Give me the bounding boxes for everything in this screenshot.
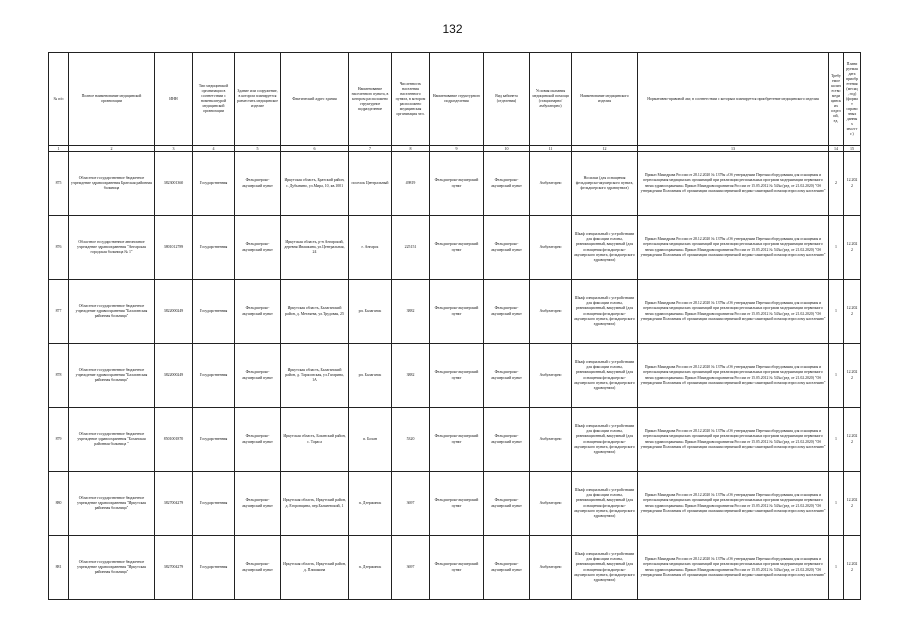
care-conditions-cell: Амбулаторно [530,344,572,408]
population-cell: 3882 [392,344,430,408]
purchase-date-cell: 12.2022 [844,472,861,536]
purchase-date-cell: 12.2022 [844,216,861,280]
inn-cell: 3822000249 [155,344,193,408]
settlement-cell: п. Бохан [349,408,392,472]
header-cell: № п/п [49,53,69,146]
legal-act-cell: Приказ Минздрава России от 28.12.2020 № 1379н «Об утверждении Перечня оборудования для оснащения и переоснащения медицинских организаций при реализации региональных программ модернизации первичного звена здравоохранения» Приказ Минздравсоцразвития России от 15.05.2012 № 543н (ред. от 21.02.2020) "Об утверждении Положения об организации оказания первичной медико-санитарной помощи взрослому населению" [638,472,829,536]
column-number: 14 [829,146,844,152]
organization-type-cell: Государственная [193,152,235,216]
header-cell: Вид кабинета (отделения) [484,53,530,146]
legal-act-cell: Приказ Минздрава России от 28.12.2020 № 1379н «Об утверждении Перечня оборудования для оснащения и переоснащения медицинских организаций при реализации региональных программ модернизации первичного звена здравоохранения» Приказ Минздравсоцразвития России от 15.05.2012 № 543н (ред. от 21.02.2020) "Об утверждении Положения об организации оказания первичной медико-санитарной помощи взрослому населению" [638,344,829,408]
care-conditions-cell: Амбулаторно [530,152,572,216]
building-cell: Фельдшерско-акушерский пункт [235,408,281,472]
cabinet-type-cell: Фельдшерско-акушерский пункт [484,216,530,280]
care-conditions-cell: Амбулаторно [530,280,572,344]
inn-cell: 3801012789 [155,216,193,280]
header-row [49,53,861,146]
table-row [49,152,861,216]
row-number-cell: 881 [49,536,69,600]
inn-cell: 3827004279 [155,536,193,600]
settlement-cell: п. Дзержинск [349,536,392,600]
organization-name-cell: Областное государственное бюджетное учреждение здравоохранения "Балаганская районная больница" [69,344,155,408]
column-number: 10 [484,146,530,152]
quantity-cell: 1 [829,536,844,600]
structural-unit-cell: Фельдшерско-акушерский пункт [430,152,484,216]
column-number: 3 [155,146,193,152]
building-cell: Фельдшерско-акушерский пункт [235,152,281,216]
column-number: 13 [638,146,829,152]
legal-act-cell: Приказ Минздрава России от 28.12.2020 № 1379н «Об утверждении Перечня оборудования для оснащения и переоснащения медицинских организаций при реализации региональных программ модернизации первичного звена здравоохранения» Приказ Минздравсоцразвития России от 15.05.2012 № 543н (ред. от 21.02.2020) "Об утверждении Положения об организации оказания первичной медико-санитарной помощи взрослому населению" [638,408,829,472]
organization-name-cell: Областное государственное бюджетное учреждение здравоохранения "Иркутская районная больница" [69,472,155,536]
table-row [49,344,861,408]
settlement-cell: п. Дзержинск [349,472,392,536]
header-cell: Нормативно-правовой акт, в соответствии с которым планируется приобретение медицинского изделия [638,53,829,146]
organization-name-cell: Областное государственное бюджетное учреждение здравоохранения Братская районная больница [69,152,155,216]
cabinet-type-cell: Фельдшерско-акушерский пункт [484,472,530,536]
medical-device-cell: Шкаф специальный с устройствами для фиксации головы, реанимационный, вакуумный (для оснащения фельдшерско-акушерского пункта, фельдшерского здравпункта) [572,472,638,536]
inn-cell: 3827004279 [155,472,193,536]
header-cell: Требуемое количество медицинских изделий, ед. [829,53,844,146]
settlement-cell: г. Ангарск [349,216,392,280]
cabinet-type-cell: Фельдшерско-акушерский пункт [484,536,530,600]
purchase-date-cell: 12.2022 [844,408,861,472]
actual-address-cell: Иркутская область, Братский район, с. Дубынино, ул.Мира, 10, кв.1001 [281,152,349,216]
care-conditions-cell: Амбулаторно [530,472,572,536]
column-number: 7 [349,146,392,152]
inn-cell: 3822000249 [155,280,193,344]
population-cell: 3697 [392,472,430,536]
medical-device-cell: Шкаф специальный с устройствами для фиксации головы, реанимационный, вакуумный (для оснащения фельдшерско-акушерского пункта, фельдшерского здравпункта) [572,344,638,408]
table-row [49,408,861,472]
organization-type-cell: Государственная [193,216,235,280]
organization-type-cell: Государственная [193,472,235,536]
population-cell: 49819 [392,152,430,216]
header-cell: ИНН [155,53,193,146]
row-number-cell: 877 [49,280,69,344]
actual-address-cell: Иркутская область, Иркутский район, д. Егоровщина, пер.Бальневский, 1 [281,472,349,536]
settlement-cell: рп. Балаганск [349,280,392,344]
page-number: 132 [442,22,463,36]
inn-cell: 8501001870 [155,408,193,472]
equipment-register-table [48,52,861,600]
organization-name-cell: Областное государственное бюджетное учреждение здравоохранения "Боханская районная больница " [69,408,155,472]
population-cell: 3882 [392,280,430,344]
actual-address-cell: Иркутская область, р-н Ангарский, деревня Ивашкина, ул.Центральная, 24 [281,216,349,280]
row-number-cell: 875 [49,152,69,216]
settlement-cell: поселок Центральный [349,152,392,216]
header-cell: Полное наименование медицинской организации [69,53,155,146]
structural-unit-cell: Фельдшерско-акушерский пункт [430,536,484,600]
cabinet-type-cell: Фельдшерско-акушерский пункт [484,408,530,472]
legal-act-cell: Приказ Минздрава России от 28.12.2020 № 1379н «Об утверждении Перечня оборудования для оснащения и переоснащения медицинских организаций при реализации региональных программ модернизации первичного звена здравоохранения» Приказ Минздравсоцразвития России от 15.05.2012 № 543н (ред. от 21.02.2020) "Об утверждении Положения об организации оказания первичной медико-санитарной помощи взрослому населению" [638,216,829,280]
organization-name-cell: Областное государственное автономное учреждение здравоохранения "Ангарская городская больница № 1" [69,216,155,280]
building-cell: Фельдшерско-акушерский пункт [235,216,281,280]
medical-device-cell: Шкаф специальный с устройствами для фиксации головы, реанимационный, вакуумный (для оснащения фельдшерско-акушерского пункта, фельдшерского здравпункта) [572,408,638,472]
structural-unit-cell: Фельдшерско-акушерский пункт [430,280,484,344]
column-number: 5 [235,146,281,152]
legal-act-cell: Приказ Минздрава России от 28.12.2020 № 1379н «Об утверждении Перечня оборудования для оснащения и переоснащения медицинских организаций при реализации региональных программ модернизации первичного звена здравоохранения» Приказ Минздравсоцразвития России от 15.05.2012 № 543н (ред. от 21.02.2020) "Об утверждении Положения об организации оказания первичной медико-санитарной помощи взрослому населению" [638,536,829,600]
row-number-cell: 879 [49,408,69,472]
organization-type-cell: Государственная [193,408,235,472]
actual-address-cell: Иркутская область, Балаганский район, д. Метляева, ул.Трудовая, 25 [281,280,349,344]
header-cell: Здание или сооружение, в котором планируется разместить медицинское изделие [235,53,281,146]
organization-type-cell: Государственная [193,280,235,344]
organization-type-cell: Государственная [193,344,235,408]
header-cell: Тип медицинской организации в соответствии с номенклатурой медицинской организации [193,53,235,146]
table-row [49,216,861,280]
table-body [49,152,861,600]
cabinet-type-cell: Фельдшерско-акушерский пункт [484,152,530,216]
row-number-cell: 878 [49,344,69,408]
actual-address-cell: Иркутская область, Иркутский район, д. Плишкина [281,536,349,600]
column-number: 1 [49,146,69,152]
quantity-cell: 1 [829,216,844,280]
row-number-cell: 880 [49,472,69,536]
purchase-date-cell: 12.2022 [844,280,861,344]
header-cell: Планируемая дата приобретения (месяц, год) (формат справочных данных мм.гггг.) [844,53,861,146]
care-conditions-cell: Амбулаторно [530,536,572,600]
organization-type-cell: Государственная [193,536,235,600]
purchase-date-cell: 12.2022 [844,344,861,408]
organization-name-cell: Областное государственное бюджетное учреждение здравоохранения "Балаганская районная больница" [69,280,155,344]
care-conditions-cell: Амбулаторно [530,408,572,472]
column-number: 12 [572,146,638,152]
building-cell: Фельдшерско-акушерский пункт [235,344,281,408]
table-row [49,472,861,536]
purchase-date-cell: 12.2022 [844,152,861,216]
legal-act-cell: Приказ Минздрава России от 28.12.2020 № 1379н «Об утверждении Перечня оборудования для оснащения и переоснащения медицинских организаций при реализации региональных программ модернизации первичного звена здравоохранения» Приказ Минздравсоцразвития России от 15.05.2012 № 543н (ред. от 21.02.2020) "Об утверждении Положения об организации оказания первичной медико-санитарной помощи взрослому населению" [638,152,829,216]
column-number: 6 [281,146,349,152]
header-cell: Наименование населенного пункта, в котором расположено структурное подразделение [349,53,392,146]
care-conditions-cell: Амбулаторно [530,216,572,280]
header-cell: Численность населения населенного пункта, в котором расположено медицинская организация чел. [392,53,430,146]
population-cell: 3697 [392,536,430,600]
table-row [49,280,861,344]
row-number-cell: 876 [49,216,69,280]
building-cell: Фельдшерско-акушерский пункт [235,472,281,536]
structural-unit-cell: Фельдшерско-акушерский пункт [430,216,484,280]
building-cell: Фельдшерско-акушерский пункт [235,280,281,344]
actual-address-cell: Иркутская область, Балаганский район, д. Тарасовская, ул.Гагарина, 1А [281,344,349,408]
table-row [49,536,861,600]
header-cell: Фактический адрес здания [281,53,349,146]
column-number: 9 [430,146,484,152]
medical-device-cell: Носилки (для оснащения фельдшерско-акушерского пункта, фельдшерского здравпункта) [572,152,638,216]
cabinet-type-cell: Фельдшерско-акушерский пункт [484,280,530,344]
column-number: 4 [193,146,235,152]
quantity-cell: 1 [829,344,844,408]
structural-unit-cell: Фельдшерско-акушерский пункт [430,408,484,472]
column-number: 8 [392,146,430,152]
medical-device-cell: Шкаф специальный с устройствами для фиксации головы, реанимационный, вакуумный (для оснащения фельдшерско-акушерского пункта, фельдшерского здравпункта) [572,216,638,280]
medical-device-cell: Шкаф специальный с устройствами для фиксации головы, реанимационный, вакуумный (для оснащения фельдшерско-акушерского пункта, фельдшерского здравпункта) [572,536,638,600]
column-number: 11 [530,146,572,152]
purchase-date-cell: 12.2022 [844,536,861,600]
organization-name-cell: Областное государственное бюджетное учреждение здравоохранения "Иркутская районная больница" [69,536,155,600]
building-cell: Фельдшерско-акушерский пункт [235,536,281,600]
column-number: 2 [69,146,155,152]
population-cell: 5320 [392,408,430,472]
quantity-cell: 2 [829,152,844,216]
column-number: 15 [844,146,861,152]
settlement-cell: рп. Балаганск [349,344,392,408]
header-cell: Наименование структурного подразделения [430,53,484,146]
quantity-cell: 1 [829,280,844,344]
structural-unit-cell: Фельдшерско-акушерский пункт [430,344,484,408]
structural-unit-cell: Фельдшерско-акушерский пункт [430,472,484,536]
header-cell: Условия оказания медицинской помощи (стационарно/амбулаторно) [530,53,572,146]
header-cell: Наименование медицинского изделия [572,53,638,146]
cabinet-type-cell: Фельдшерско-акушерский пункт [484,344,530,408]
inn-cell: 3823001360 [155,152,193,216]
medical-device-cell: Шкаф специальный с устройствами для фиксации головы, реанимационный, вакуумный (для оснащения фельдшерско-акушерского пункта, фельдшерского здравпункта) [572,280,638,344]
quantity-cell: 1 [829,472,844,536]
legal-act-cell: Приказ Минздрава России от 28.12.2020 № 1379н «Об утверждении Перечня оборудования для оснащения и переоснащения медицинских организаций при реализации региональных программ модернизации первичного звена здравоохранения» Приказ Минздравсоцразвития России от 15.05.2012 № 543н (ред. от 21.02.2020) "Об утверждении Положения об организации оказания первичной медико-санитарной помощи взрослому населению" [638,280,829,344]
population-cell: 225151 [392,216,430,280]
quantity-cell: 1 [829,408,844,472]
actual-address-cell: Иркутская область, Боханский район, с. Тараса [281,408,349,472]
